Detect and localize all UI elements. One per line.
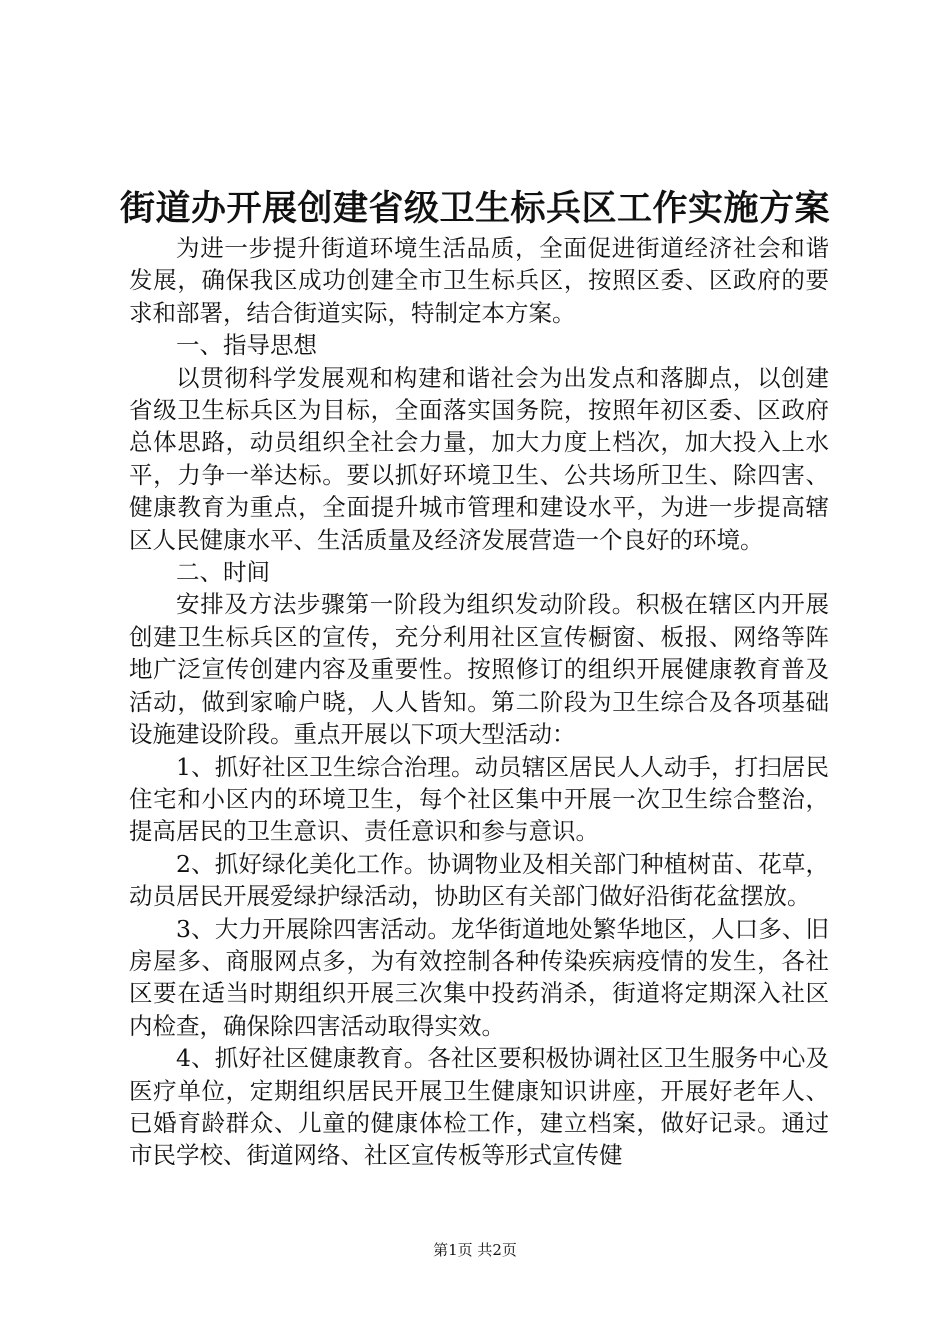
document-body	[129, 232, 829, 1172]
heading-time: 二、时间	[176, 558, 270, 587]
paragraph-time: 安排及方法步骤第一阶段为组织发动阶段。积极在辖区内开展创建卫生标兵区的宣传，充分利用社区宣传橱窗、板报、网络等阵地广泛宣传创建内容及重要性。按照修订的组织开展健康教育普及活动，做到家喻户晓，人人皆知。第二阶段为卫生综合及各项基础设施建设阶段。重点开展以下项大型活动：	[129, 590, 829, 749]
paragraph-item-1: 1、抓好社区卫生综合治理。动员辖区居民人人动手，打扫居民住宅和小区内的环境卫生，每个社区集中开展一次卫生综合整治，提高居民的卫生意识、责任意识和参与意识。	[129, 752, 829, 846]
heading-guiding-ideology: 一、指导思想	[176, 331, 317, 360]
paragraph-item-2: 2、抓好绿化美化工作。协调物业及相关部门种植树苗、花草，动员居民开展爱绿护绿活动，协助区有关部门做好沿街花盆摆放。	[129, 849, 829, 911]
paragraph-item-3: 3、大力开展除四害活动。龙华街道地处繁华地区，人口多、旧房屋多、商服网点多，为有效控制各种传染疾病疫情的发生，各社区要在适当时期组织开展三次集中投药消杀，街道将定期深入社区内检查，确保除四害活动取得实效。	[129, 914, 829, 1040]
page-number-footer: 第1页 共2页	[433, 1241, 517, 1259]
paragraph-item-4: 4、抓好社区健康教育。各社区要积极协调社区卫生服务中心及医疗单位，定期组织居民开展卫生健康知识讲座，开展好老年人、已婚育龄群众、儿童的健康体检工作，建立档案，做好记录。通过市民学校、街道网络、社区宣传板等形式宣传健	[129, 1044, 829, 1170]
paragraph-intro: 为进一步提升街道环境生活品质，全面促进街道经济社会和谐发展，确保我区成功创建全市卫生标兵区，按照区委、区政府的要求和部署，结合街道实际，特制定本方案。	[129, 234, 829, 327]
document-title: 街道办开展创建省级卫生标兵区工作实施方案	[120, 188, 831, 229]
paragraph-guiding-ideology: 以贯彻科学发展观和构建和谐社会为出发点和落脚点，以创建省级卫生标兵区为目标，全面落实国务院，按照年初区委、区政府总体思路，动员组织全社会力量，加大力度上档次，加大投入上水平，力争一举达标。要以抓好环境卫生、公共场所卫生、除四害、健康教育为重点，全面提升城市管理和建设水平，为进一步提高辖区人民健康水平、生活质量及经济发展营造一个良好的环境。	[129, 363, 829, 554]
